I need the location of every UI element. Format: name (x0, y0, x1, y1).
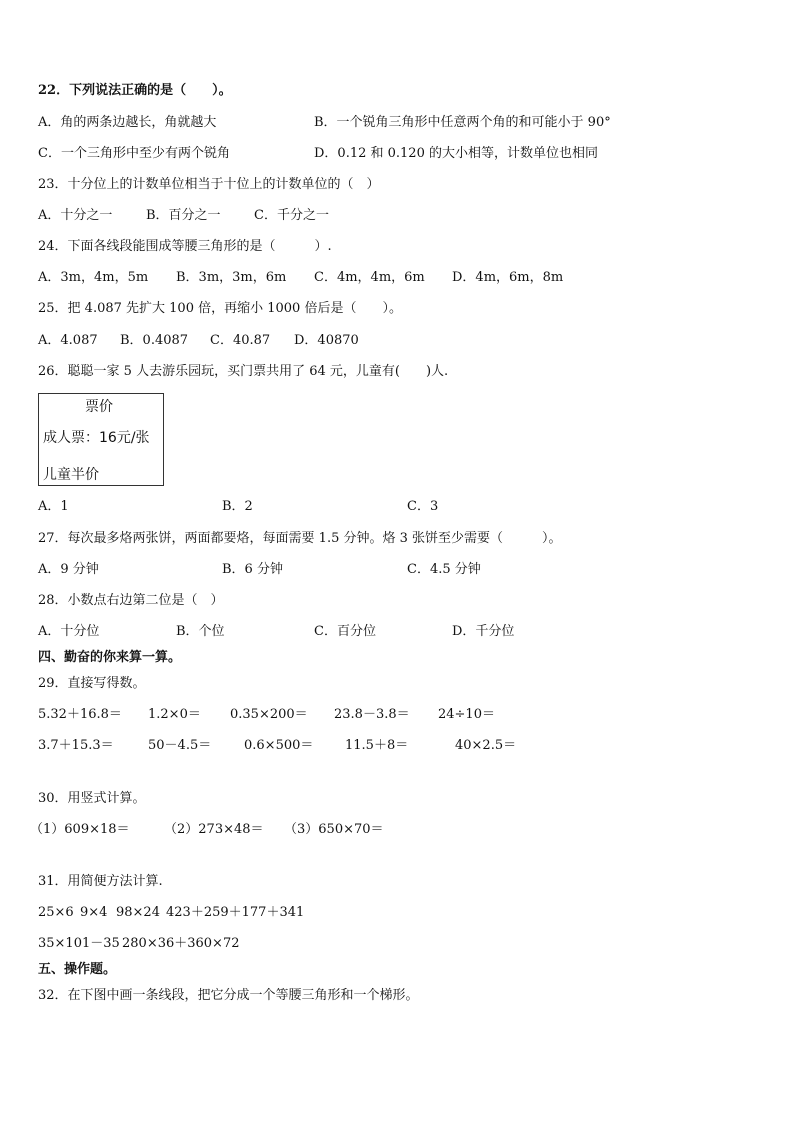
q28-option-b[interactable]: B．个位 (176, 624, 225, 639)
adult-ticket-price: 成人票：16元/张 (43, 430, 150, 446)
section-5-heading: 五、操作题。 (38, 962, 117, 977)
q22-option-c[interactable]: C．一个三角形中至少有两个锐角 (38, 146, 230, 161)
q28-option-d[interactable]: D．千分位 (452, 624, 515, 639)
q31-expr: 98×24 (116, 905, 160, 920)
q22-stem: 22．下列说法正确的是（ ）。 (38, 83, 232, 98)
q24-option-a[interactable]: A．3m，4m，5m (38, 270, 149, 285)
q24-option-b[interactable]: B．3m，3m，6m (176, 270, 287, 285)
q22-option-b[interactable]: B．一个锐角三角形中任意两个角的和可能小于 90° (314, 115, 611, 130)
q31-expr: 423＋259＋177＋341 (166, 905, 305, 920)
q25-stem: 25．把 4.087 先扩大 100 倍，再缩小 1000 倍后是（ ）。 (38, 301, 402, 316)
q26-stem: 26．聪聪一家 5 人去游乐园玩，买门票共用了 64 元，儿童有( )人. (38, 364, 449, 379)
q25-option-b[interactable]: B．0.4087 (120, 333, 189, 348)
q27-option-b[interactable]: B．6 分钟 (222, 562, 283, 577)
q31-expr: 25×6 (38, 905, 74, 920)
q27-option-c[interactable]: C．4.5 分钟 (407, 562, 481, 577)
q29-expr: 5.32＋16.8＝ (38, 707, 122, 722)
q29-expr: 1.2×0＝ (148, 707, 201, 722)
q26-option-a[interactable]: A．1 (38, 499, 69, 514)
q25-option-a[interactable]: A．4.087 (38, 333, 98, 348)
q30-item: （3）650×70＝ (284, 822, 384, 837)
q24-stem: 24．下面各线段能围成等腰三角形的是（ ）. (38, 239, 332, 254)
q28-option-a[interactable]: A．十分位 (38, 624, 100, 639)
q23-option-c[interactable]: C．千分之一 (254, 208, 329, 223)
q29-expr: 0.6×500＝ (244, 738, 314, 753)
ticket-price-box (38, 393, 164, 486)
q30-item: （1）609×18＝ (30, 822, 130, 837)
q28-option-c[interactable]: C．百分位 (314, 624, 376, 639)
q24-option-c[interactable]: C．4m，4m，6m (314, 270, 425, 285)
q29-expr: 24÷10＝ (438, 707, 495, 722)
q32-stem: 32．在下图中画一条线段，把它分成一个等腰三角形和一个梯形。 (38, 988, 419, 1003)
q31-expr: 9×4 (80, 905, 108, 920)
q26-option-b[interactable]: B．2 (222, 499, 253, 514)
q25-option-d[interactable]: D．40870 (294, 333, 359, 348)
q23-stem: 23．十分位上的计数单位相当于十位上的计数单位的（ ） (38, 177, 380, 192)
q31-expr: 35×101－35 (38, 936, 120, 951)
q23-option-a[interactable]: A．十分之一 (38, 208, 113, 223)
q29-expr: 40×2.5＝ (455, 738, 517, 753)
q22-option-d[interactable]: D．0.12 和 0.120 的大小相等，计数单位也相同 (314, 146, 598, 161)
q29-expr: 50－4.5＝ (148, 738, 212, 753)
q26-option-c[interactable]: C．3 (407, 499, 439, 514)
q30-stem: 30．用竖式计算。 (38, 791, 146, 806)
q30-item: （2）273×48＝ (164, 822, 264, 837)
ticket-price-title: 票价 (85, 399, 113, 415)
q23-option-b[interactable]: B．百分之一 (146, 208, 221, 223)
q31-expr: 280×36＋360×72 (122, 936, 240, 951)
q22-option-a[interactable]: A．角的两条边越长，角就越大 (38, 115, 217, 130)
child-ticket-price: 儿童半价 (43, 467, 99, 483)
section-4-heading: 四、勤奋的你来算一算。 (38, 650, 182, 665)
q27-option-a[interactable]: A．9 分钟 (38, 562, 99, 577)
q29-expr: 0.35×200＝ (230, 707, 308, 722)
q25-option-c[interactable]: C．40.87 (210, 333, 271, 348)
q29-expr: 11.5＋8＝ (345, 738, 409, 753)
q31-stem: 31．用简便方法计算. (38, 874, 163, 889)
q24-option-d[interactable]: D．4m，6m，8m (452, 270, 564, 285)
q28-stem: 28．小数点右边第二位是（ ） (38, 593, 224, 608)
q29-expr: 23.8－3.8＝ (334, 707, 410, 722)
q27-stem: 27．每次最多烙两张饼，两面都要烙，每面需要 1.5 分钟。烙 3 张饼至少需要（ ）。 (38, 531, 562, 546)
q29-expr: 3.7＋15.3＝ (38, 738, 114, 753)
q29-stem: 29．直接写得数。 (38, 676, 146, 691)
